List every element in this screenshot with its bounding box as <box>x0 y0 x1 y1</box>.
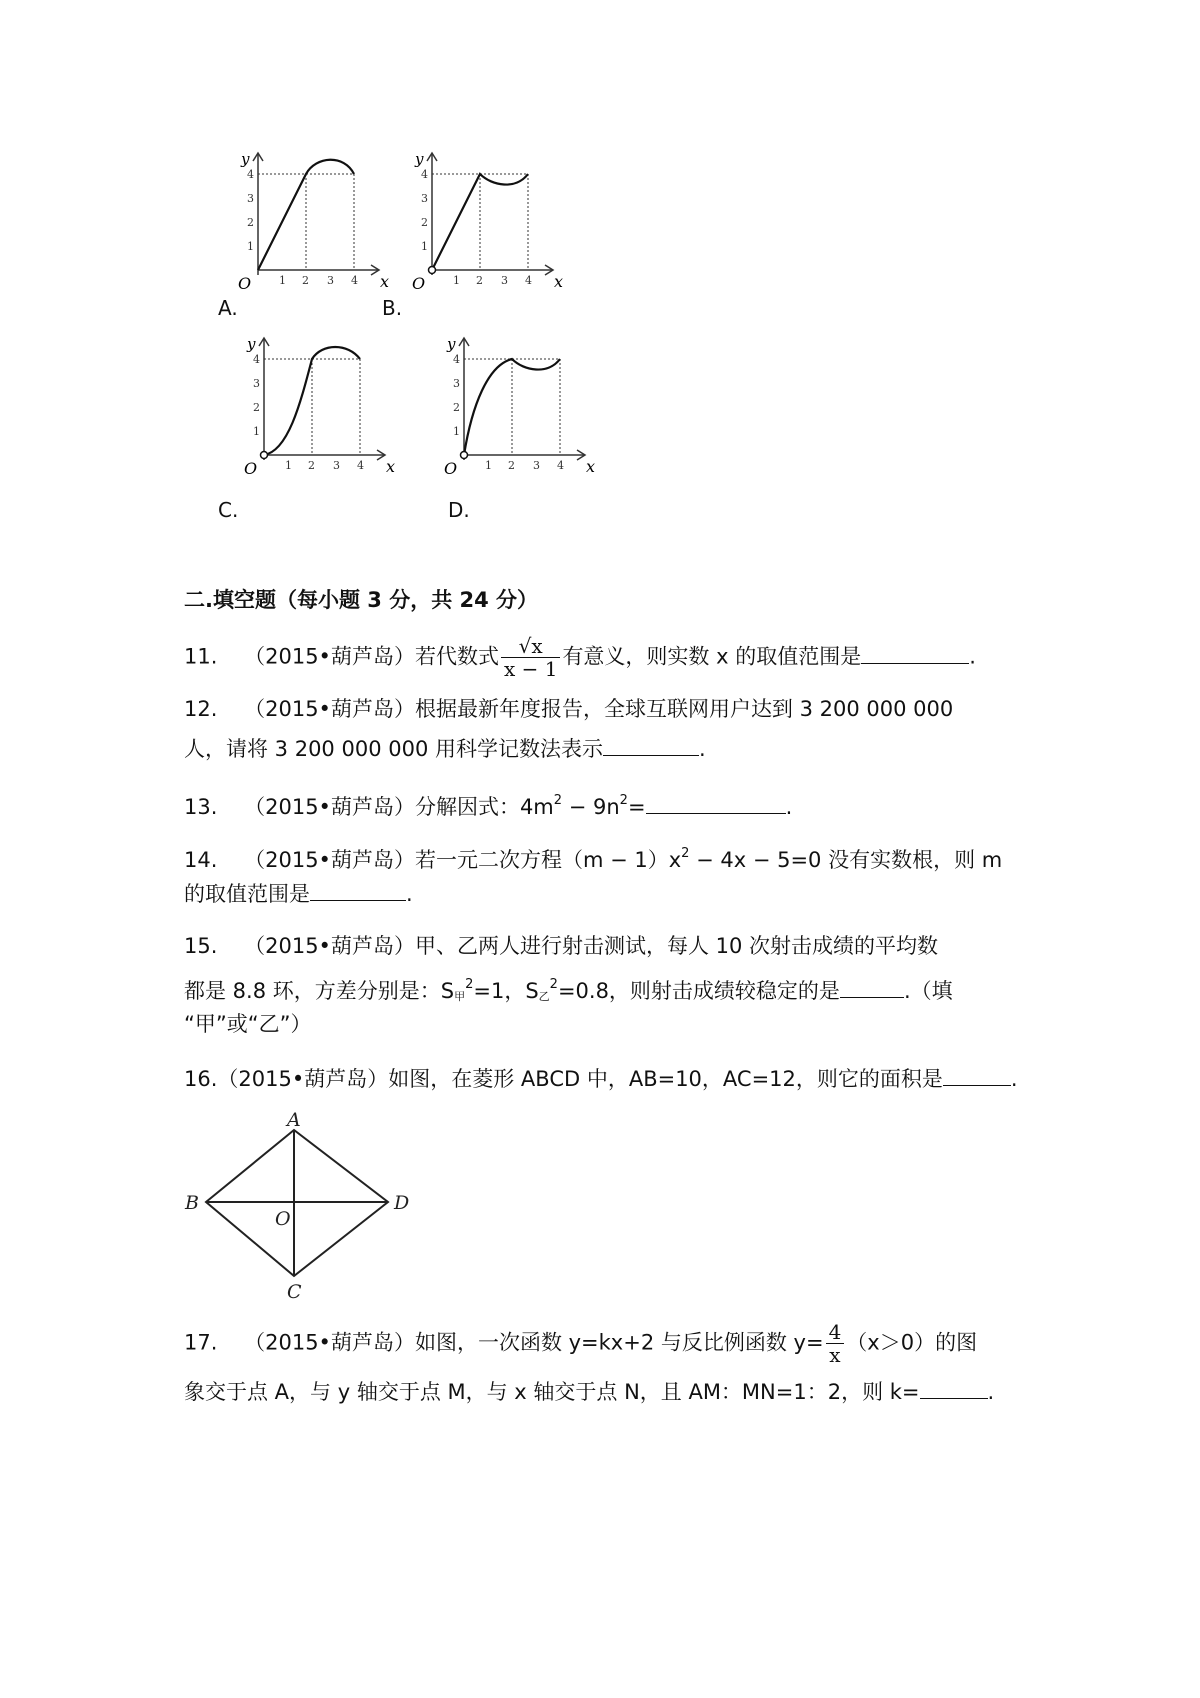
x-tick: 1 <box>279 274 286 287</box>
answer-blank[interactable] <box>310 878 406 901</box>
question-text: − 9n <box>562 795 620 819</box>
question-text: 都是 8.8 环，方差分别是：S <box>184 979 455 1003</box>
x-tick: 3 <box>327 274 334 287</box>
x-tick: 3 <box>333 459 340 472</box>
option-a-label: A. <box>218 296 238 320</box>
question-15 <box>184 931 938 961</box>
y-axis-label: y <box>241 150 250 168</box>
fraction <box>826 1321 845 1366</box>
question-14 <box>184 839 1002 875</box>
x-axis-label: x <box>586 457 596 475</box>
y-tick: 4 <box>247 168 254 181</box>
question-text: 人，请将 3 200 000 000 用科学记数法表示 <box>184 737 603 761</box>
question-text: （x＞0）的图 <box>846 1330 978 1355</box>
graph-B <box>412 150 572 290</box>
x-tick: 2 <box>302 274 309 287</box>
period: . <box>969 644 976 669</box>
x-tick: 4 <box>351 274 358 287</box>
center-label-o: O <box>275 1208 291 1230</box>
question-text: .（填 <box>903 979 953 1003</box>
x-axis-label: x <box>380 272 390 290</box>
y-tick: 2 <box>247 216 254 229</box>
y-tick: 4 <box>253 353 260 366</box>
rhombus-figure <box>180 1112 420 1302</box>
question-text: 有意义，则实数 x 的取值范围是 <box>562 644 862 669</box>
x-axis-label: x <box>554 272 564 290</box>
question-text: （2015•葫芦岛）分解因式：4m <box>244 795 554 819</box>
x-tick: 4 <box>525 274 532 287</box>
subscript: 甲 <box>454 990 466 1003</box>
graph-A <box>238 150 398 290</box>
question-14-line-2 <box>184 878 413 909</box>
question-text: （2015•葫芦岛）根据最新年度报告，全球互联网用户达到 3 200 000 000 <box>244 697 954 721</box>
y-tick: 3 <box>247 192 254 205</box>
question-text: 象交于点 A，与 y 轴交于点 M，与 x 轴交于点 N，且 AM：MN=1：2，则 k= <box>184 1380 920 1404</box>
y-tick: 2 <box>253 401 260 414</box>
question-17-line-2 <box>184 1376 994 1407</box>
y-tick: 1 <box>253 425 260 438</box>
y-tick: 3 <box>421 192 428 205</box>
origin-label: O <box>244 459 258 475</box>
vertex-label-b: B <box>185 1192 199 1214</box>
question-text: （2015•葫芦岛）若一元二次方程（m − 1）x <box>244 848 682 872</box>
y-tick: 3 <box>253 377 260 390</box>
question-text: = <box>627 795 646 819</box>
question-text: （2015•葫芦岛）如图，在菱形 ABCD 中，AB=10，AC=12，则它的面积是 <box>217 1067 943 1091</box>
option-b-label: B. <box>382 296 403 320</box>
y-tick: 2 <box>421 216 428 229</box>
origin-label: O <box>238 274 252 290</box>
x-tick: 2 <box>308 459 315 472</box>
question-15-line-3 <box>184 1009 312 1039</box>
question-number: 11. <box>184 644 218 669</box>
answer-blank[interactable] <box>943 1063 1011 1086</box>
exponent: 2 <box>465 977 474 992</box>
question-text: =0.8，则射击成绩较稳定的是 <box>557 979 840 1003</box>
question-11 <box>184 635 976 680</box>
question-12-line-2 <box>184 733 706 764</box>
vertex-label-d: D <box>394 1192 410 1214</box>
origin-label: O <box>444 459 458 475</box>
question-text: =1，S <box>473 979 539 1003</box>
option-c-label: C. <box>218 498 239 522</box>
fraction-numerator: 4 <box>826 1321 845 1344</box>
period: . <box>785 795 793 819</box>
question-number: 16. <box>184 1067 218 1091</box>
y-tick: 1 <box>453 425 460 438</box>
question-text: 的取值范围是 <box>184 882 310 906</box>
y-tick: 1 <box>247 240 254 253</box>
x-tick: 1 <box>453 274 460 287</box>
y-tick: 3 <box>453 377 460 390</box>
exponent: 2 <box>681 846 690 861</box>
x-axis-label: x <box>386 457 396 475</box>
question-15-line-2 <box>184 970 953 1012</box>
y-tick: 4 <box>421 168 428 181</box>
answer-blank[interactable] <box>603 733 699 756</box>
fraction-numerator: √x <box>501 635 560 658</box>
section-heading: 二.填空题（每小题 3 分，共 24 分） <box>184 588 539 612</box>
x-tick: 1 <box>285 459 292 472</box>
question-text: （2015•葫芦岛）若代数式 <box>244 644 499 669</box>
exponent: 2 <box>553 793 563 808</box>
y-tick: 4 <box>453 353 460 366</box>
question-number: 15. <box>184 934 218 958</box>
fraction <box>501 635 560 680</box>
question-number: 14. <box>184 848 218 872</box>
y-axis-label: y <box>247 335 256 353</box>
answer-blank[interactable] <box>861 641 969 664</box>
answer-blank[interactable] <box>840 975 904 998</box>
question-16 <box>184 1063 1018 1094</box>
y-tick: 2 <box>453 401 460 414</box>
vertex-label-a: A <box>287 1112 301 1131</box>
x-tick: 2 <box>476 274 483 287</box>
period: . <box>406 882 413 906</box>
answer-blank[interactable] <box>646 791 786 814</box>
question-12 <box>184 694 953 724</box>
question-text: （2015•葫芦岛）甲、乙两人进行射击测试，每人 10 次射击成绩的平均数 <box>244 934 939 958</box>
question-text: “甲”或“乙”） <box>184 1012 312 1036</box>
fraction-denominator: x <box>829 1343 841 1367</box>
x-tick: 2 <box>508 459 515 472</box>
vertex-label-c: C <box>287 1281 302 1302</box>
answer-blank[interactable] <box>920 1376 988 1399</box>
y-axis-label: y <box>415 150 424 168</box>
question-13 <box>184 786 792 822</box>
option-d-label: D. <box>448 498 470 522</box>
question-number: 12. <box>184 697 218 721</box>
question-17 <box>184 1321 977 1366</box>
y-axis-label: y <box>447 335 456 353</box>
question-text: − 4x − 5=0 没有实数根，则 m <box>689 848 1003 872</box>
question-number: 17. <box>184 1330 218 1355</box>
x-tick: 4 <box>557 459 564 472</box>
graph-C <box>244 335 404 475</box>
x-tick: 1 <box>485 459 492 472</box>
x-tick: 3 <box>533 459 540 472</box>
origin-label: O <box>412 274 426 290</box>
period: . <box>698 737 706 761</box>
fraction-denominator: x − 1 <box>503 657 558 681</box>
graph-D <box>444 335 604 475</box>
question-text: （2015•葫芦岛）如图，一次函数 y=kx+2 与反比例函数 y= <box>244 1330 824 1355</box>
x-tick: 3 <box>501 274 508 287</box>
period: . <box>987 1380 995 1404</box>
x-tick: 4 <box>357 459 364 472</box>
subscript: 乙 <box>538 990 550 1003</box>
question-number: 13. <box>184 795 218 819</box>
exponent: 2 <box>549 977 558 992</box>
y-tick: 1 <box>421 240 428 253</box>
exponent: 2 <box>619 793 628 808</box>
period: . <box>1010 1067 1018 1091</box>
